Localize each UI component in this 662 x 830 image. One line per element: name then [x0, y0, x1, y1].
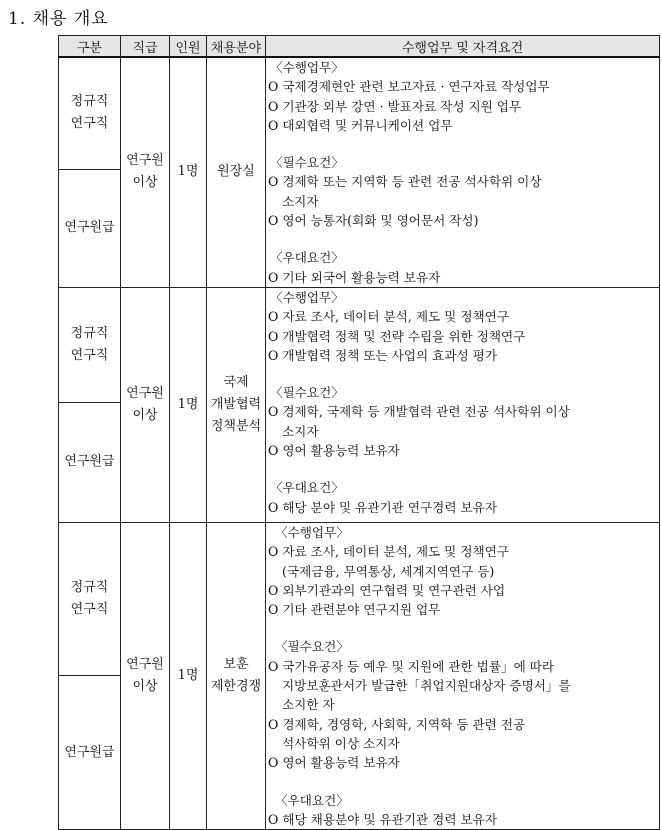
duty-line: O 외부기관과의 연구협력 및 연구관련 사업 [268, 582, 506, 598]
duty-line: 〈필수요건〉 [275, 639, 349, 655]
field-cell [207, 287, 266, 522]
duty-line: O 자료 조사, 데이터 분석, 제도 및 정책연구 [268, 544, 510, 560]
duty-line: O 자료 조사, 데이터 분석, 제도 및 정책연구 [268, 309, 510, 325]
header-category: 구분 [59, 36, 121, 58]
header-rank: 직급 [121, 36, 170, 58]
duty-line: O 기타 외국어 활용능력 보유자 [268, 269, 441, 285]
duty-line: 〈우대요건〉 [275, 792, 349, 808]
rank-cell [121, 57, 170, 287]
duty-line: 〈우대요건〉 [270, 480, 344, 496]
table-row [59, 522, 660, 675]
field-line: 원장실 [217, 164, 255, 180]
field-cell [207, 57, 266, 287]
duty-line: 〈수행업무〉 [270, 289, 344, 305]
duties-cell [266, 287, 660, 522]
spacer [266, 460, 659, 478]
duty-line: O 국가유공자 등 예우 및 지원에 관한 법률」에 따라 [268, 658, 555, 674]
recruitment-table [58, 35, 660, 830]
duty-line: O 국제경제현안 관련 보고자료 · 연구자료 작성업무 [268, 79, 550, 95]
rank-line: 연구원 [126, 657, 164, 673]
field-line: 보훈 [223, 657, 249, 673]
rank-line: 연구원 [126, 153, 164, 169]
field-line: 개발협력 [210, 396, 262, 412]
duties-cell [266, 57, 660, 287]
rank-line: 이상 [132, 175, 158, 191]
duty-line: O 영어 활용능력 보유자 [268, 755, 400, 771]
spacer [266, 135, 659, 153]
duty-line: O 기관장 외부 강연 · 발표자료 작성 지원 업무 [268, 98, 522, 114]
duty-line: 〈수행업무〉 [275, 524, 349, 540]
field-line: 정책분석 [210, 418, 262, 434]
header-headcount: 인원 [170, 36, 207, 58]
duty-line: 〈수행업무〉 [270, 60, 344, 75]
duty-line: 석사학위 이상 소지자 [282, 735, 400, 751]
duty-line: 소지자 [282, 423, 319, 439]
category-line: 연구직 [70, 116, 109, 132]
section-title: 1. 채용 개요 [8, 9, 109, 29]
category-line: 연구직 [70, 602, 109, 617]
category-researcher-grade: 연구원급 [59, 169, 121, 287]
category-line: 정규직 [70, 325, 109, 341]
duty-line: 〈필수요건〉 [270, 385, 344, 401]
duty-line: O 영어 활용능력 보유자 [268, 443, 400, 459]
duty-line: O 경제학 또는 지역학 등 관련 전공 석사학위 이상 [268, 174, 542, 190]
spacer [266, 365, 659, 383]
duty-line: O 대외협력 및 커뮤니케이션 업무 [268, 117, 453, 133]
spacer [266, 773, 659, 791]
duty-line: 〈필수요건〉 [270, 155, 344, 171]
table-row [59, 57, 660, 169]
category-line: 정규직 [70, 94, 109, 110]
category-line: 연구직 [70, 347, 109, 363]
spacer [266, 230, 659, 248]
table-row [59, 287, 660, 402]
headcount-cell: 1명 [170, 522, 207, 829]
duty-line: O 경제학, 국제학 등 개발협력 관련 전공 석사학위 이상 [268, 404, 570, 420]
duty-line: O 해당 채용분야 및 유관기관 경력 보유자 [268, 811, 497, 827]
category-regular [59, 287, 121, 402]
category-line: 정규직 [70, 580, 109, 595]
category-regular [59, 57, 121, 169]
duty-line: 소지자 [282, 193, 319, 209]
duty-line: O 영어 능통자(회화 및 영어문서 작성) [268, 213, 479, 229]
rank-cell [121, 287, 170, 522]
rank-line: 이상 [132, 407, 158, 423]
spacer [266, 619, 659, 637]
duty-line: 소지한 자 [282, 697, 335, 713]
field-cell [207, 522, 266, 829]
duty-line: O 경제학, 경영학, 사회학, 지역학 등 관련 전공 [268, 716, 526, 732]
rank-line: 이상 [132, 679, 158, 695]
duty-line: O 개발협력 정책 및 전략 수립을 위한 정책연구 [268, 328, 526, 344]
rank-line: 연구원 [126, 385, 164, 401]
duty-line: O 기타 관련분야 연구지원 업무 [268, 602, 441, 618]
field-line: 제한경쟁 [210, 679, 262, 695]
rank-cell [121, 522, 170, 829]
headcount-cell: 1명 [170, 287, 207, 522]
headcount-cell: 1명 [170, 57, 207, 287]
duties-cell [266, 522, 660, 829]
header-duties: 수행업무 및 자격요건 [266, 36, 660, 58]
duty-line: 〈우대요건〉 [270, 250, 344, 266]
category-regular [59, 522, 121, 675]
duty-line: (국제금융, 무역통상, 세계지역연구 등) [282, 563, 495, 579]
category-researcher-grade: 연구원급 [59, 676, 121, 830]
header-field: 채용분야 [207, 36, 266, 58]
category-researcher-grade: 연구원급 [59, 402, 121, 522]
duty-line: 지방보훈관서가 발급한「취업지원대상자 증명서」를 [282, 678, 571, 694]
field-line: 국제 [223, 374, 249, 390]
duty-line: O 개발협력 정책 또는 사업의 효과성 평가 [268, 347, 497, 363]
header-row [59, 36, 660, 58]
duty-line: O 해당 분야 및 유관기관 연구경력 보유자 [268, 499, 497, 515]
